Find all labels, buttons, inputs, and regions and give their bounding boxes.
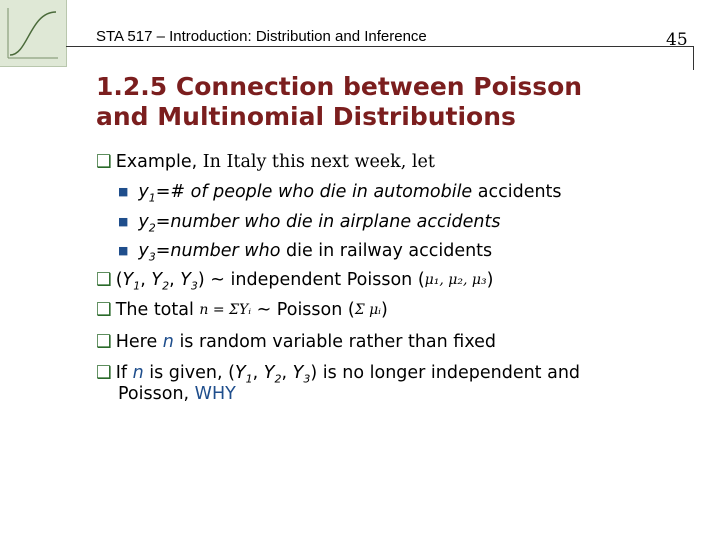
page-number: 45 [666, 30, 688, 50]
bullet-example: ❑ Example, In Italy this next week, let [96, 152, 435, 172]
course-title: STA 517 – Introduction: Distribution and Inference [96, 28, 427, 45]
why-text: WHY [194, 384, 236, 404]
checkbox-bullet-icon: ❑ [96, 152, 112, 172]
square-bullet-icon: ■ [118, 215, 129, 228]
checkbox-bullet-icon: ❑ [96, 300, 112, 320]
header-divider-tick [693, 46, 694, 70]
slide-title-line-1: 1.2.5 Connection between Poisson [96, 72, 583, 101]
square-bullet-icon: ■ [118, 185, 129, 198]
sub-bullet-airplane: ■ $y_2=number$ who die in airplane accidents [118, 212, 501, 235]
bullet-independent-poisson: ❑ ($Y_1$, $Y_2$, $Y_3$) ~ independent Poisson (μ₁, μ₂, μ₃) [96, 270, 494, 293]
slide-title-line-2: and Multinomial Distributions [96, 102, 516, 131]
sub-bullet-automobile: ■ $y_1=\#$ of people who die in automobile accidents [118, 182, 562, 205]
sub-bullet-railway: ■ $y_3=number$ who die in railway accidents [118, 241, 493, 264]
bullet-n-given: ❑ If n is given, ($Y_1$, $Y_2$, $Y_3$) is no longer independent and [96, 363, 581, 386]
checkbox-bullet-icon: ❑ [96, 270, 112, 290]
total-formula: n = ΣYᵢ [199, 302, 252, 318]
sum-mu-formula: Σ μᵢ [354, 302, 381, 318]
bullet-total: ❑ The total n = ΣYᵢ ~ Poisson (Σ μᵢ) [96, 300, 388, 320]
header-divider [66, 46, 694, 47]
slide-title [96, 72, 696, 132]
sigmoid-curve-logo-icon [0, 0, 67, 67]
bullet-n-given-continued: Poisson, WHY [118, 384, 236, 404]
square-bullet-icon: ■ [118, 244, 129, 257]
mu-formula: μ₁, μ₂, μ₃ [424, 272, 487, 288]
checkbox-bullet-icon: ❑ [96, 332, 112, 352]
checkbox-bullet-icon: ❑ [96, 363, 112, 383]
bullet-random-n: ❑ Here n is random variable rather than fixed [96, 332, 497, 352]
